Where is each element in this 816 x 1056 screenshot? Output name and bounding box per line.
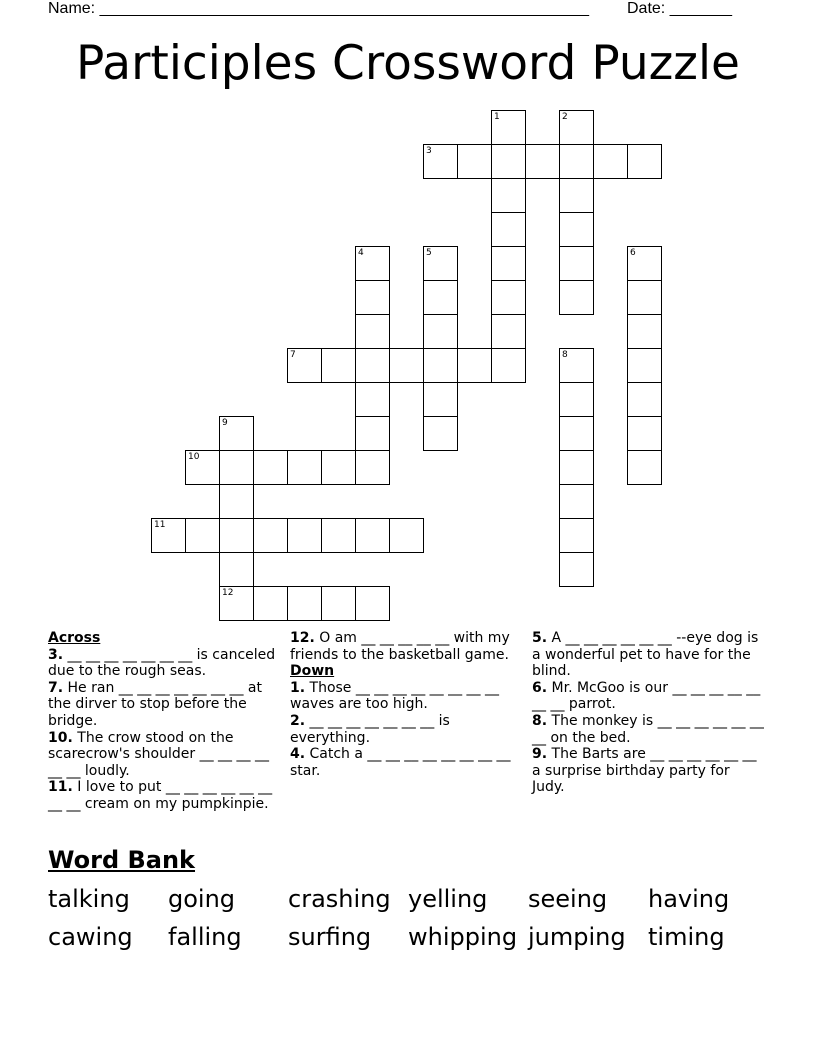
clue-down-2: 2. __ __ __ __ __ __ __ is everything. <box>290 712 450 746</box>
crossword-cell[interactable] <box>253 586 288 621</box>
crossword-cell[interactable] <box>185 518 220 553</box>
clue-number-8: 8 <box>562 350 568 360</box>
down-heading: Down <box>290 663 335 680</box>
crossword-cell[interactable] <box>491 212 526 247</box>
word-bank-word: crashing <box>288 885 391 913</box>
crossword-cell[interactable] <box>219 450 254 485</box>
crossword-cell[interactable] <box>423 348 458 383</box>
crossword-cell[interactable] <box>593 144 628 179</box>
crossword-cell[interactable] <box>321 348 356 383</box>
crossword-cell[interactable] <box>355 348 390 383</box>
crossword-cell[interactable] <box>627 348 662 383</box>
crossword-cell[interactable] <box>491 348 526 383</box>
clue-down-4: 4. Catch a __ __ __ __ __ __ __ __ star. <box>290 746 511 779</box>
crossword-cell[interactable] <box>559 518 594 553</box>
crossword-cell[interactable] <box>219 552 254 587</box>
crossword-cell[interactable] <box>423 314 458 349</box>
clue-number-1: 1 <box>494 112 500 122</box>
name-line: Name: _______________________________________________________ <box>48 0 589 17</box>
crossword-cell[interactable] <box>355 280 390 315</box>
clue-number-2: 2 <box>562 112 568 122</box>
clue-column-1 <box>48 630 280 813</box>
crossword-cell[interactable] <box>457 144 492 179</box>
crossword-cell[interactable] <box>423 280 458 315</box>
crossword-cell[interactable] <box>559 246 594 281</box>
crossword-cell[interactable] <box>287 518 322 553</box>
clue-across-12: 12. O am __ __ __ __ __ with my friends to the basketball game. <box>290 630 510 663</box>
crossword-cell[interactable] <box>389 348 424 383</box>
word-bank-word: cawing <box>48 923 133 951</box>
word-bank-word: having <box>648 885 730 913</box>
crossword-cell[interactable] <box>627 144 662 179</box>
clue-number-4: 4 <box>358 248 364 258</box>
crossword-cell[interactable] <box>219 518 254 553</box>
clue-across-10: 10. The crow stood on the scarecrow's shoulder __ __ __ __ __ __ loudly. <box>48 729 269 779</box>
crossword-cell[interactable] <box>627 382 662 417</box>
clue-across-3: 3. __ __ __ __ __ __ __ is canceled due to the rough seas. <box>48 646 276 680</box>
crossword-cell[interactable] <box>287 586 322 621</box>
crossword-cell[interactable] <box>559 178 594 213</box>
crossword-cell[interactable] <box>355 586 390 621</box>
word-bank-word: seeing <box>528 885 608 913</box>
crossword-cell[interactable] <box>423 416 458 451</box>
clue-down-9: 9. The Barts are __ __ __ __ __ __ a surprise birthday party for Judy. <box>532 746 757 796</box>
crossword-cell[interactable] <box>355 450 390 485</box>
crossword-cell[interactable] <box>627 314 662 349</box>
crossword-cell[interactable] <box>627 450 662 485</box>
clue-number-11: 11 <box>154 520 166 530</box>
word-bank-word: whipping <box>408 923 518 951</box>
crossword-cell[interactable] <box>423 382 458 417</box>
word-bank-word: surfing <box>288 923 372 951</box>
crossword-cell[interactable] <box>389 518 424 553</box>
clue-down-8: 8. The monkey is __ __ __ __ __ __ __ on the bed. <box>532 712 764 746</box>
clue-down-1: 1. Those __ __ __ __ __ __ __ __ waves are too high. <box>290 679 500 713</box>
clue-across-7: 7. He ran __ __ __ __ __ __ __ at the dirver to stop before the bridge. <box>48 679 262 729</box>
crossword-cell[interactable] <box>287 450 322 485</box>
clue-number-7: 7 <box>290 350 296 360</box>
crossword-cell[interactable] <box>559 450 594 485</box>
word-bank-word: jumping <box>528 923 626 951</box>
crossword-cell[interactable] <box>355 416 390 451</box>
clue-column-2 <box>290 630 522 779</box>
word-bank-title: Word Bank <box>48 846 196 874</box>
word-bank-word: timing <box>648 923 725 951</box>
across-heading: Across <box>48 630 101 646</box>
crossword-cell[interactable] <box>559 416 594 451</box>
crossword-cell[interactable] <box>321 586 356 621</box>
crossword-cell[interactable] <box>559 280 594 315</box>
crossword-cell[interactable] <box>491 314 526 349</box>
crossword-cell[interactable] <box>491 246 526 281</box>
crossword-cell[interactable] <box>253 518 288 553</box>
crossword-cell[interactable] <box>627 416 662 451</box>
crossword-cell[interactable] <box>219 484 254 519</box>
clue-down-6: 6. Mr. McGoo is our __ __ __ __ __ __ __ parrot. <box>532 679 761 713</box>
crossword-cell[interactable] <box>457 348 492 383</box>
crossword-cell[interactable] <box>491 280 526 315</box>
date-line: Date: _______ <box>627 0 732 17</box>
clue-across-11: 11. I love to put __ __ __ __ __ __ __ __ cream on my pumpkinpie. <box>48 779 273 812</box>
clue-column-3 <box>532 630 764 796</box>
clue-number-6: 6 <box>630 248 636 258</box>
clue-number-12: 12 <box>222 588 234 598</box>
crossword-cell[interactable] <box>321 518 356 553</box>
crossword-cell[interactable] <box>355 382 390 417</box>
page-title: Participles Crossword Puzzle <box>76 36 740 91</box>
crossword-cell[interactable] <box>491 178 526 213</box>
crossword-cell[interactable] <box>253 450 288 485</box>
clue-number-10: 10 <box>188 452 200 462</box>
crossword-cell[interactable] <box>559 484 594 519</box>
crossword-cell[interactable] <box>559 552 594 587</box>
crossword-cell[interactable] <box>355 518 390 553</box>
crossword-cell[interactable] <box>491 144 526 179</box>
word-bank-word: yelling <box>408 885 488 913</box>
crossword-cell[interactable] <box>355 314 390 349</box>
crossword-cell[interactable] <box>559 144 594 179</box>
clue-number-9: 9 <box>222 418 228 428</box>
crossword-cell[interactable] <box>627 280 662 315</box>
crossword-cell[interactable] <box>525 144 560 179</box>
crossword-cell[interactable] <box>559 212 594 247</box>
crossword-cell[interactable] <box>559 382 594 417</box>
clue-number-5: 5 <box>426 248 432 258</box>
clue-down-5: 5. A __ __ __ __ __ __ --eye dog is a wonderful pet to have for the blind. <box>532 630 759 680</box>
word-bank-word: talking <box>48 885 130 913</box>
word-bank-word: going <box>168 885 236 913</box>
word-bank-word: falling <box>168 923 242 951</box>
crossword-cell[interactable] <box>321 450 356 485</box>
clue-number-3: 3 <box>426 146 432 156</box>
